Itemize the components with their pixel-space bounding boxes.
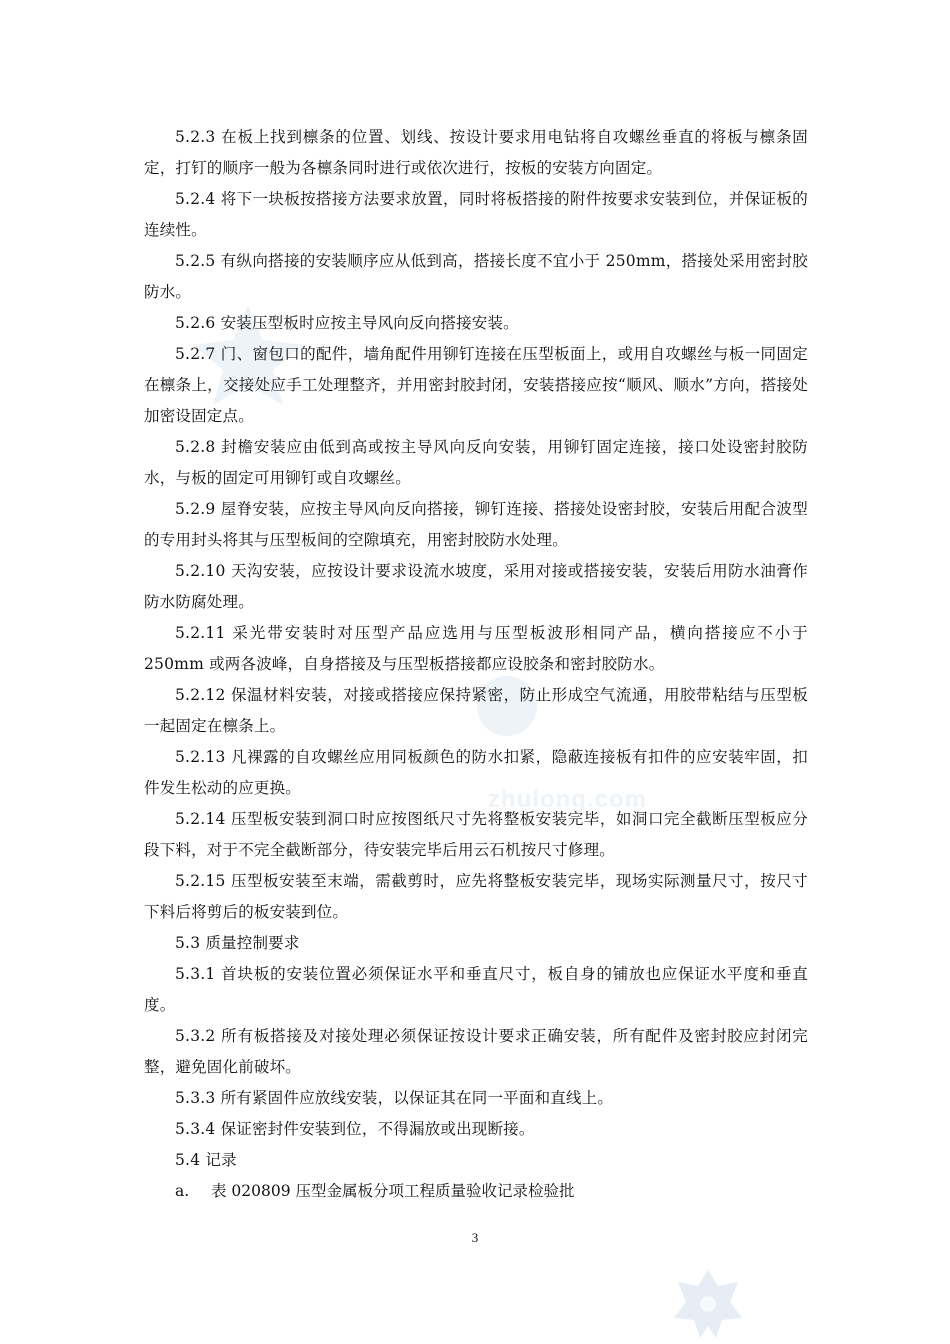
record-list-item: [144, 1176, 808, 1207]
paragraph-5-2-5: 5.2.5 有纵向搭接的安装顺序应从低到高，搭接长度不宜小于 250mm，搭接处采用密封胶防水。: [144, 252, 808, 301]
paragraph-5-2-4: 5.2.4 将下一块板按搭接方法要求放置，同时将板搭接的附件按要求安装到位，并保证板的连续性。: [144, 190, 808, 239]
paragraph-5-2-8: 5.2.8 封檐安装应由低到高或按主导风向反向安装，用铆钉固定连接，接口处设密封胶防水，与板的固定可用铆钉或自攻螺丝。: [144, 438, 808, 487]
paragraph-5-2-6: 5.2.6 安装压型板时应按主导风向反向搭接安装。: [175, 314, 519, 332]
list-marker: a.: [175, 1182, 190, 1200]
paragraph-5-2-7: 5.2.7 门、窗包口的配件，墙角配件用铆钉连接在压型板面上，或用自攻螺丝与板一同固定在檩条上，交接处应手工处理整齐，并用密封胶封闭，安装搭接应按“顺风、顺水”方向，搭接处加密设固定点。: [144, 345, 808, 425]
paragraph-5-2-11: 5.2.11 采光带安装时对压型产品应选用与压型板波形相同产品，横向搭接应不小于 250mm 或两各波峰，自身搭接及与压型板搭接都应设胶条和密封胶防水。: [144, 624, 808, 673]
paragraph-5-2-13: 5.2.13 凡裸露的自攻螺丝应用同板颜色的防水扣紧，隐蔽连接板有扣件的应安装牢固，扣件发生松动的应更换。: [144, 748, 808, 797]
paragraph-5-2-14: 5.2.14 压型板安装到洞口时应按图纸尺寸先将整板安装完毕，如洞口完全截断压型板应分段下料，对于不完全截断部分，待安装完毕后用云石机按尺寸修理。: [144, 810, 808, 859]
watermark-text: zhulong.com: [488, 786, 647, 813]
paragraph-5-2-15: 5.2.15 压型板安装至末端，需截剪时，应先将整板安装完毕，现场实际测量尺寸，按尺寸下料后将剪后的板安装到位。: [144, 872, 808, 921]
document-body: [144, 122, 808, 1207]
paragraph-5-2-3: 5.2.3 在板上找到檩条的位置、划线、按设计要求用电钻将自攻螺丝垂直的将板与檩条固定，打钉的顺序一般为各檩条同时进行或依次进行，按板的安装方向固定。: [144, 128, 808, 177]
paragraph-5-3-2: 5.3.2 所有板搭接及对接处理必须保证按设计要求正确安装，所有配件及密封胶应封闭完整，避免固化前破坏。: [144, 1027, 808, 1076]
section-heading-5-3: 5.3 质量控制要求: [175, 934, 300, 952]
paragraph-5-2-12: 5.2.12 保温材料安装，对接或搭接应保持紧密，防止形成空气流通，用胶带粘结与压型板一起固定在檩条上。: [144, 686, 808, 735]
paragraph-5-2-9: 5.2.9 屋脊安装，应按主导风向反向搭接，铆钉连接、搭接处设密封胶，安装后用配合波型的专用封头将其与压型板间的空隙填充，用密封胶防水处理。: [144, 500, 808, 549]
section-heading-5-4: 5.4 记录: [175, 1151, 237, 1169]
page-number: 3: [471, 1230, 479, 1245]
snowflake-watermark-icon: [672, 1268, 744, 1340]
paragraph-5-2-10: 5.2.10 天沟安装，应按设计要求设流水坡度，采用对接或搭接安装，安装后用防水油膏作防水防腐处理。: [144, 562, 808, 611]
record-item-text: 表 020809 压型金属板分项工程质量验收记录检验批: [211, 1182, 575, 1200]
paragraph-5-3-1: 5.3.1 首块板的安装位置必须保证水平和垂直尺寸，板自身的铺放也应保证水平度和垂直度。: [144, 965, 808, 1014]
paragraph-5-3-3: 5.3.3 所有紧固件应放线安装，以保证其在同一平面和直线上。: [175, 1089, 614, 1107]
paragraph-5-3-4: 5.3.4 保证密封件安装到位，不得漏放或出现断接。: [175, 1120, 535, 1138]
